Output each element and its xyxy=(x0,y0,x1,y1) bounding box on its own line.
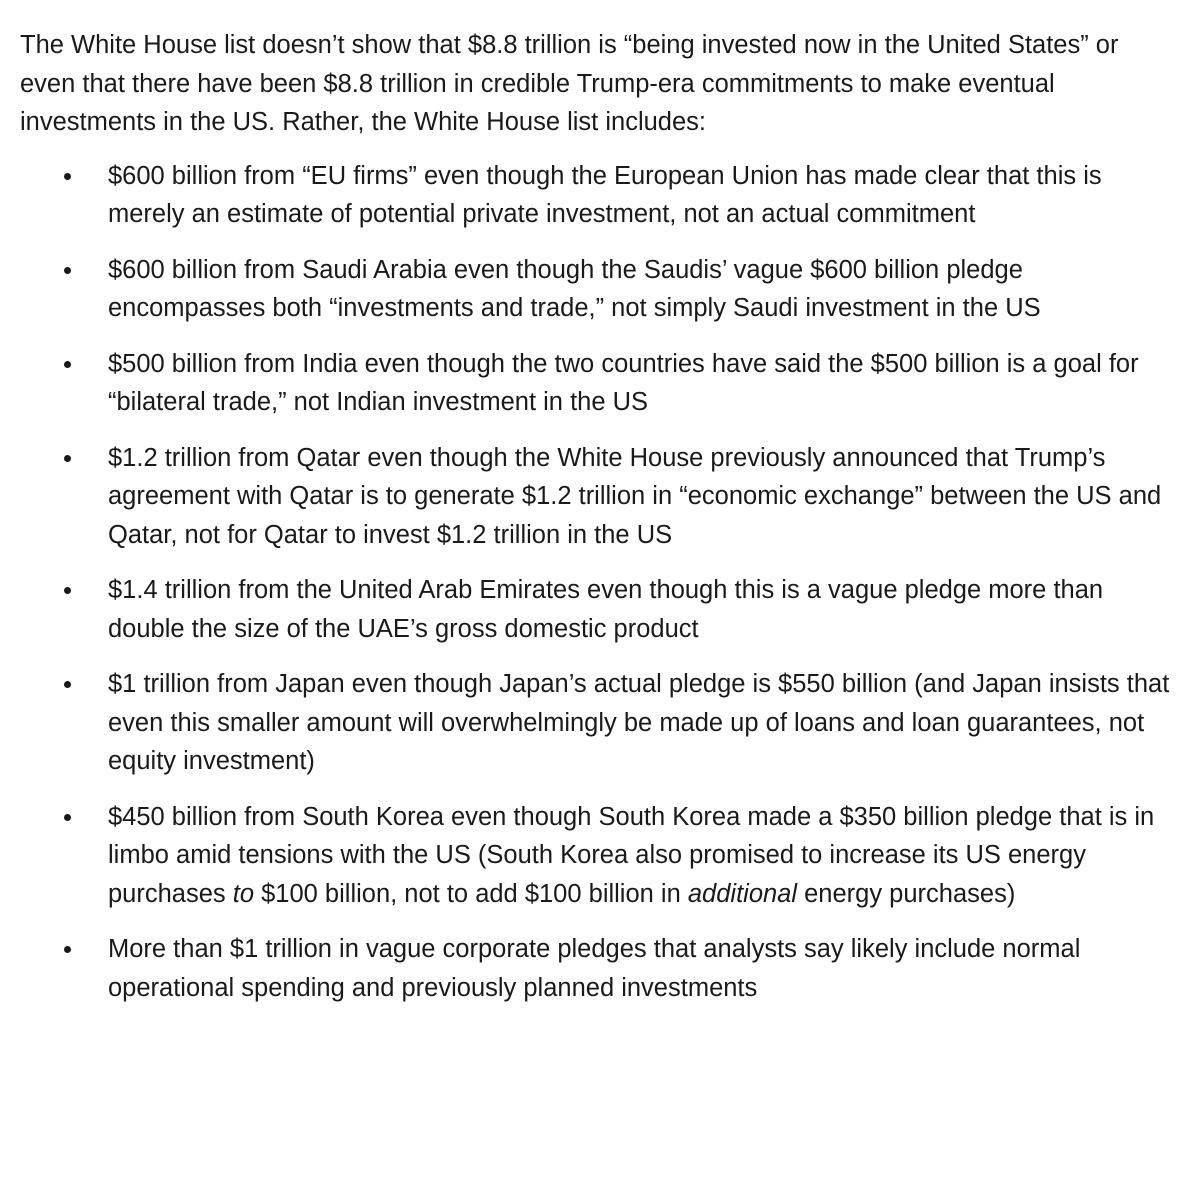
bullet-icon xyxy=(64,946,71,953)
text-segment: energy purchases) xyxy=(797,879,1016,908)
bullet-icon xyxy=(64,681,71,688)
list-item-text xyxy=(108,803,1154,908)
bullet-list xyxy=(20,157,1170,1008)
bullet-icon xyxy=(64,361,71,368)
bullet-icon xyxy=(64,173,71,180)
bullet-icon xyxy=(64,814,71,821)
list-item xyxy=(20,345,1170,422)
list-item-text: $600 billion from Saudi Arabia even though the Saudis’ vague $600 billion pledge encompasses both “investments and trade,” not simply Saudi investment in the US xyxy=(108,255,1041,322)
list-item-text: $600 billion from “EU firms” even though the European Union has made clear that this is merely an estimate of potential private investment, not an actual commitment xyxy=(108,161,1102,228)
list-item xyxy=(20,665,1170,781)
list-item-text: $500 billion from India even though the two countries have said the $500 billion is a goal for “bilateral trade,” not Indian investment in the US xyxy=(108,349,1139,416)
emphasis-text: to xyxy=(232,879,255,908)
list-item xyxy=(20,251,1170,328)
list-item xyxy=(20,571,1170,648)
list-item xyxy=(20,157,1170,234)
bullet-icon xyxy=(64,455,71,462)
bullet-icon xyxy=(64,587,71,594)
emphasis-text: additional xyxy=(687,879,798,908)
text-segment: $100 billion, not to add $100 billion in xyxy=(254,879,688,908)
bullet-icon xyxy=(64,267,71,274)
list-item-text: More than $1 trillion in vague corporate pledges that analysts say likely include normal operational spending and previously planned investments xyxy=(108,935,1081,1002)
intro-paragraph: The White House list doesn’t show that $8.8 trillion is “being invested now in the United States” or even that there have been $8.8 trillion in credible Trump-era commitments to make eventual investments in the US. Rather, the White House list includes: xyxy=(20,31,1119,136)
list-item xyxy=(20,798,1170,914)
list-item-text: $1.2 trillion from Qatar even though the White House previously announced that Trump’s agreement with Qatar is to generate $1.2 trillion in “economic exchange” between the US and Qatar, not for Qatar to invest $1.2 trillion in the US xyxy=(108,443,1162,549)
text-segment: $450 billion from South Korea even though South Korea made a $350 billion pledge that is in limbo amid tensions with the US (South Korea also promised to increase its US energy purchases xyxy=(108,802,1155,908)
list-item-text: $1.4 trillion from the United Arab Emirates even though this is a vague pledge more than double the size of the UAE’s gross domestic product xyxy=(108,576,1104,643)
list-item xyxy=(20,930,1170,1007)
list-item xyxy=(20,439,1170,555)
list-item-text: $1 trillion from Japan even though Japan’s actual pledge is $550 billion (and Japan insists that even this smaller amount will overwhelmingly be made up of loans and loan guarantees, not equity investment) xyxy=(108,670,1170,775)
